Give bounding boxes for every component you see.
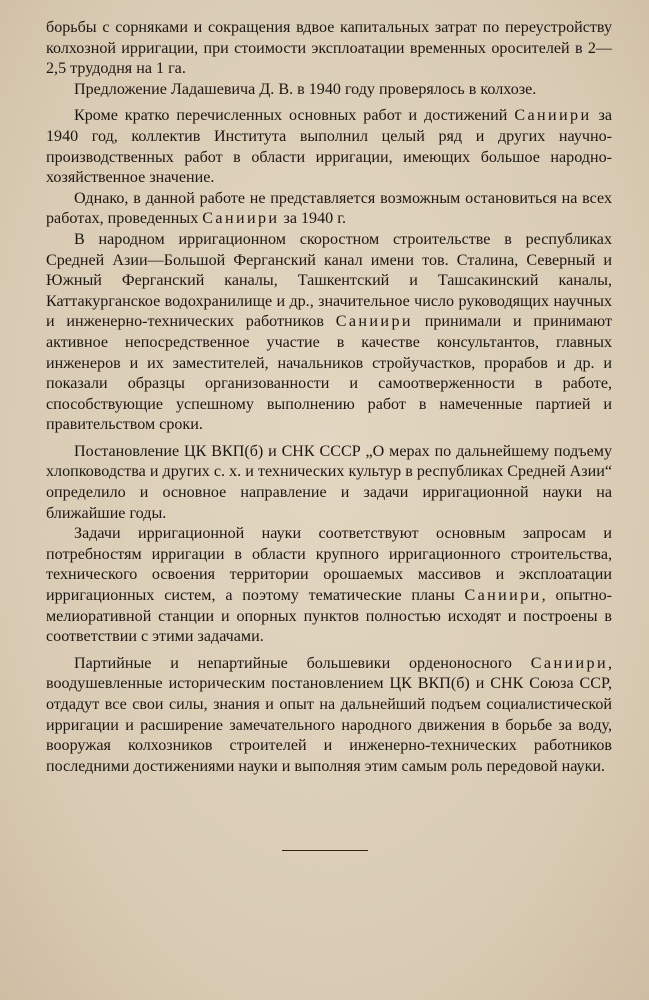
institute-name: Саниири: [514, 107, 592, 125]
page-text: [46, 18, 612, 777]
text-part: за 1940 год, коллектив Института выполнил целый ряд и других научно-производственных работ в области ирригации, имеющих большое народно-хозяйственное значение.: [46, 107, 612, 187]
text-part: за 1940 г.: [279, 210, 347, 228]
paragraph-conclusion: [46, 654, 612, 778]
paragraph-tasks: [46, 524, 612, 648]
institute-name: Саниири: [335, 313, 413, 331]
paragraph-construction: [46, 230, 612, 436]
paragraph-however: [46, 189, 612, 230]
institute-name: Саниири: [202, 210, 280, 228]
text-part: Партийные и непартийные большевики орденоносного: [74, 654, 531, 672]
text-part: В народном ирригационном скоростном строительстве в республиках Средней Азии—Большой Ферганский канал имени тов. Сталина, Северный и Южный Ферганский каналы, Ташкентский и Ташсакинский каналы, Каттакурганское водохранилище и др., значительное число руководящих научных и инженерно-технических работников: [46, 230, 612, 331]
text-part: Задачи ирригационной науки соответствуют основным запросам и потребностям ирригации в области крупного ирригационного строительства, технического освоения территории орошаемых массивов и эксплоатации ирригационных систем, а поэтому тематические планы: [46, 525, 612, 605]
text-part: Кроме кратко перечисленных основных работ и достижений: [74, 107, 515, 125]
paragraph-continuation: борьбы с сорняками и сокращения вдвое капитальных затрат по переустройству колхозной ирригации, при стоимости эксплоатации временных оросителей в 2—2,5 трудодня на 1 га.: [46, 19, 612, 78]
text-part: Однако, в данной работе не представляется возможным остановиться на всех работах, проведенных: [46, 189, 612, 228]
institute-name: Саниири: [464, 587, 542, 605]
text-part: , воодушевленные историческим постановлением ЦК ВКП(б) и СНК Союза ССР, отдадут все свои силы, знания и опыт на дальнейший подъем социалистической ирригации и расширение замечательного народного движения в борьбе за воду, вооружая колхозников строителей и инженерно-технических работников последними достижениями науки и выполняя этим самым роль передовой науки.: [46, 654, 612, 775]
text-part: , опытно-мелиоративной станции и опорных пунктов полностью исходят и построены в соответствии с этими задачами.: [46, 587, 612, 646]
paragraph-other-works: [46, 106, 612, 188]
paragraph-resolution: Постановление ЦК ВКП(б) и СНК СССР „О мерах по дальнейшему подъему хлопководства и других с. х. и технических культур в республиках Средней Азии“ определило и основное направление и задачи ирригационной науки на ближайшие годы.: [46, 442, 612, 522]
text-part: принимали и принимают активное непосредственное участие в качестве консультантов, главных инженеров и их заместителей, начальников стройучастков, прорабов и др. и показали образцы организованности и самоотверженности в работе, способствующие успешному выполнению работ в намеченные партией и правительством сроки.: [46, 313, 612, 434]
paragraph-proposal: Предложение Ладашевича Д. В. в 1940 году проверялось в колхозе.: [74, 80, 537, 98]
end-rule: [282, 850, 368, 851]
institute-name: Саниири: [530, 654, 608, 672]
